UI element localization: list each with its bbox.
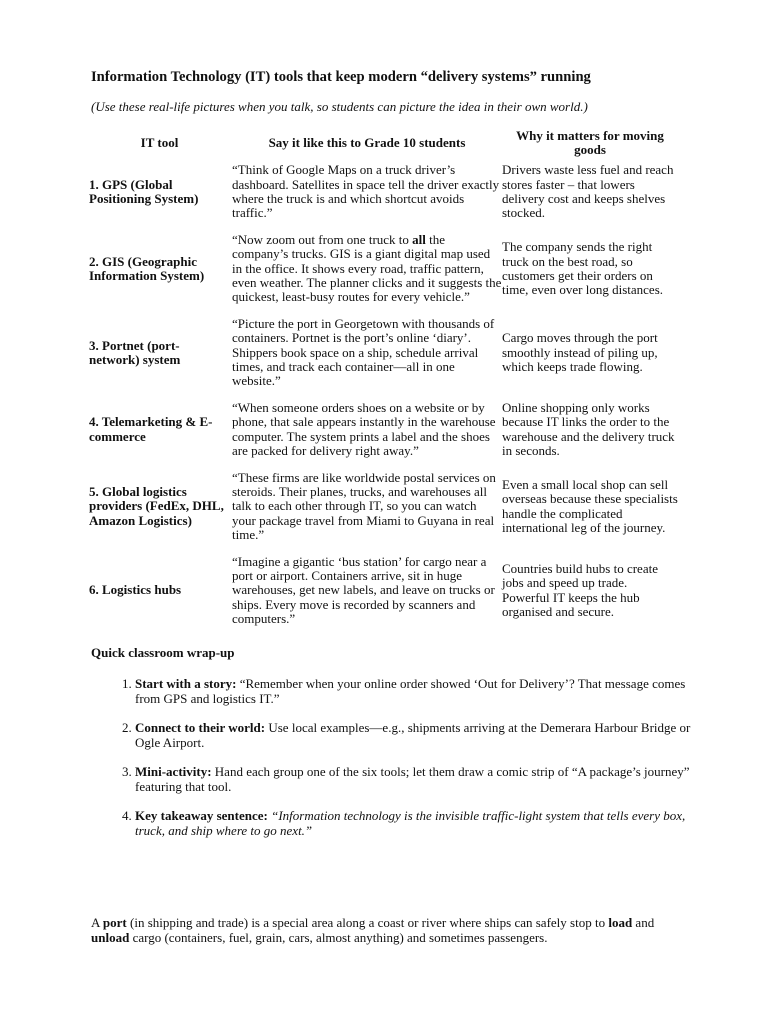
wrapup-list (91, 677, 691, 838)
table-row (89, 317, 678, 401)
header-it-tool: IT tool (140, 135, 179, 151)
tool-explanation: “Picture the port in Georgetown with thousands of containers. Portnet is the port’s online ‘diary’. Shippers book space on a ship, schedule arrival times, and track each container—all in one website.” (232, 316, 495, 389)
table-row (89, 233, 678, 317)
explanation-text: the company’s trucks. GIS is a giant digital map used in the office. It shows every road, traffic pattern, even weather. The planner clicks and it suggests the quickest, least-busy routes for every vehicle.” (232, 232, 502, 305)
port-text: (in shipping and trade) is a special area along a coast or river where ships can safely stop to (126, 915, 609, 930)
list-item-text: “Information technology is the invisible traffic-light system that tells every box, truck, and ship where to go next.” (135, 808, 686, 838)
port-text: and (632, 915, 655, 930)
tool-name: 4. Telemarketing & E-commerce (89, 414, 213, 444)
list-item (135, 809, 691, 838)
tool-explanation (232, 233, 502, 317)
tool-name: 5. Global logistics providers (FedEx, DHL, Amazon Logistics) (89, 484, 224, 528)
list-item-lead: Key takeaway sentence: (135, 808, 268, 824)
tool-explanation: “When someone orders shoes on a website or by phone, that sale appears instantly in the warehouse computer. The system prints a label and the shoes are packed for delivery right away.” (232, 400, 496, 458)
tool-importance: Drivers waste less fuel and reach stores faster – that lowers delivery cost and keeps shelves stocked. (502, 162, 674, 221)
it-tools-table (89, 129, 678, 626)
document-page (91, 68, 691, 853)
explanation-emphasis: all (412, 232, 426, 248)
term-port: port (102, 915, 127, 930)
list-item-lead: Mini-activity: (135, 764, 212, 780)
list-item (135, 721, 691, 750)
tool-name: 2. GIS (Geographic Information System) (89, 253, 205, 283)
list-item-lead: Connect to their world: (135, 720, 266, 736)
table-row (89, 471, 678, 555)
port-text: A (91, 915, 103, 930)
table-row (89, 555, 678, 626)
tool-name: 6. Logistics hubs (89, 582, 182, 598)
explanation-text: “Now zoom out from one truck to (232, 232, 413, 248)
tool-importance: The company sends the right truck on the best road, so customers get their orders on time, even over long distances. (502, 239, 664, 297)
tool-importance: Online shopping only works because IT links the order to the warehouse and the delivery truck in seconds. (502, 400, 675, 458)
table-row (89, 401, 678, 471)
tool-explanation: “Think of Google Maps on a truck driver’s dashboard. Satellites in space tell the driver exactly where the truck is and which shortcut avoids traffic.” (232, 162, 500, 221)
list-item (135, 765, 691, 794)
tool-name: 3. Portnet (port-network) system (89, 337, 181, 367)
table-row (89, 163, 678, 233)
tool-name: 1. GPS (Global Positioning System) (89, 176, 199, 206)
tool-importance: Countries build hubs to create jobs and speed up trade. Powerful IT keeps the hub organised and secure. (502, 561, 658, 619)
tool-explanation: “Imagine a gigantic ‘bus station’ for cargo near a port or airport. Containers arrive, sit in huge warehouses, get new labels, and leave on trucks or ships. Every move is recorded by scanners and computers.” (232, 554, 495, 626)
list-item-text: “Remember when your online order showed ‘Out for Delivery’? That message comes from GPS and logistics IT.” (135, 676, 686, 706)
port-definition (91, 916, 691, 946)
tool-explanation: “These firms are like worldwide postal services on steroids. Their planes, trucks, and warehouses all talk to each other through IT, so you can watch your package travel from Miami to Guyana in real time.” (232, 470, 496, 542)
term-unload: unload (91, 929, 130, 945)
header-say-it: Say it like this to Grade 10 students (268, 135, 466, 151)
list-item-lead: Start with a story: (135, 676, 237, 692)
list-item (135, 677, 691, 706)
port-text: cargo (containers, fuel, grain, cars, almost anything) and sometimes passengers. (129, 929, 548, 945)
list-item-text: Hand each group one of the six tools; let them draw a comic strip of “A package’s journey” featuring that tool. (135, 764, 690, 794)
list-item-text: Use local examples—e.g., shipments arriving at the Demerara Harbour Bridge or Ogle Airport. (135, 720, 691, 750)
wrapup-heading: Quick classroom wrap-up (91, 645, 235, 661)
term-load: load (608, 915, 633, 930)
tool-importance: Even a small local shop can sell overseas because these specialists handle the complicated international leg of the journey. (502, 477, 678, 535)
table-header-row (89, 129, 678, 163)
tool-importance: Cargo moves through the port smoothly instead of piling up, which keeps trade flowing. (502, 330, 658, 374)
page-title: Information Technology (IT) tools that keep modern “delivery systems” running (91, 69, 591, 85)
page-subtitle: (Use these real-life pictures when you talk, so students can picture the idea in their own world.) (91, 99, 588, 114)
header-why-it-matters: Why it matters for moving goods (516, 128, 664, 158)
